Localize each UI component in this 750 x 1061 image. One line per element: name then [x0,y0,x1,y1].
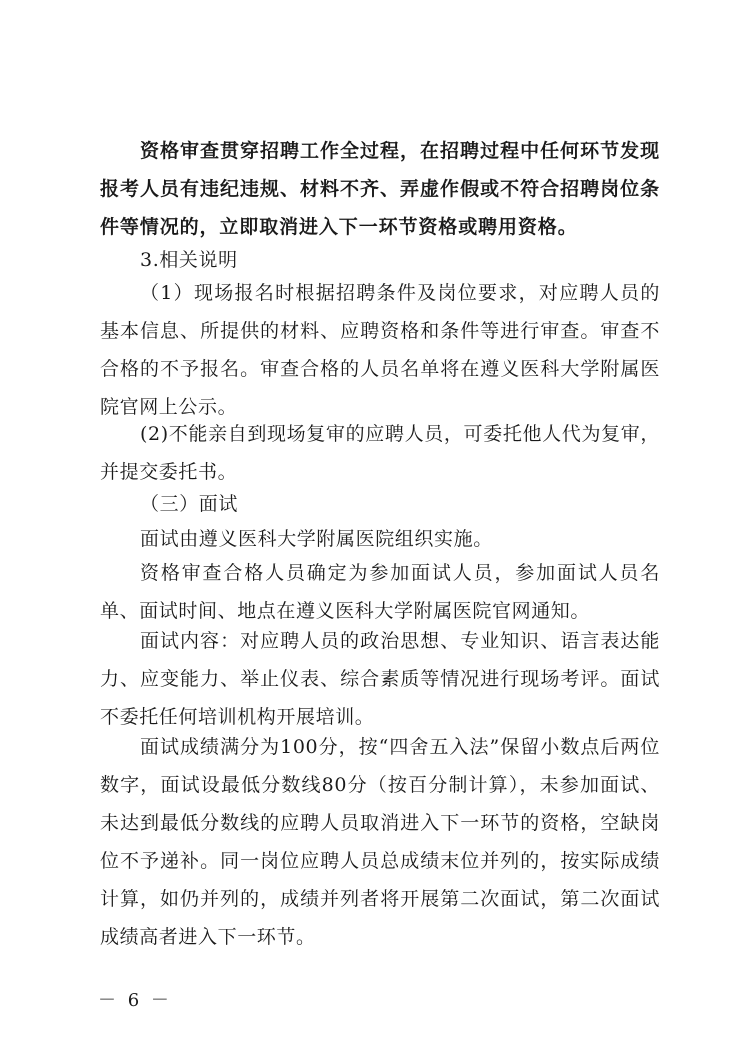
interview-participants-paragraph: 资格审查合格人员确定为参加面试人员，参加面试人员名单、面试时间、地点在遵义医科大学附属医院官网通知。 [100,562,660,622]
qualification-review-paragraph: 资格审查贯穿招聘工作全过程，在招聘过程中任何环节发现报考人员有违纪违规、材料不齐、弄虚作假或不符合招聘岗位条件等情况的，立即取消进入下一环节资格或聘用资格。 [100,140,660,238]
interview-content-paragraph: 面试内容：对应聘人员的政治思想、专业知识、语言表达能力、应变能力、举止仪表、综合素质等情况进行现场考评。面试不委托任何培训机构开展培训。 [100,630,660,728]
interview-scoring-paragraph: 面试成绩满分为100分，按“四舍五入法”保留小数点后两位数字，面试设最低分数线80分（按百分制计算），未参加面试、未达到最低分数线的应聘人员取消进入下一环节的资格，空缺岗位不予递补。同一岗位应聘人员总成绩末位并列的，按实际成绩计算，如仍并列的，成绩并列者将开展第二次面试，第二次面试成绩高者进入下一环节。 [100,736,660,948]
section-3-heading: 3.相关说明 [140,249,238,271]
page-number: － 6 － [98,990,172,1011]
note-1-paragraph: （1）现场报名时根据招聘条件及岗位要求，对应聘人员的基本信息、所提供的材料、应聘资格和条件等进行审查。审查不合格的不予报名。审查合格的人员名单将在遵义医科大学附属医院官网上公示。 [100,282,660,418]
interview-section-heading: （三）面试 [140,493,239,515]
note-2-paragraph: (2)不能亲自到现场复审的应聘人员，可委托他人代为复审，并提交委托书。 [100,423,660,483]
interview-organization-paragraph: 面试由遵义医科大学附属医院组织实施。 [140,528,493,550]
